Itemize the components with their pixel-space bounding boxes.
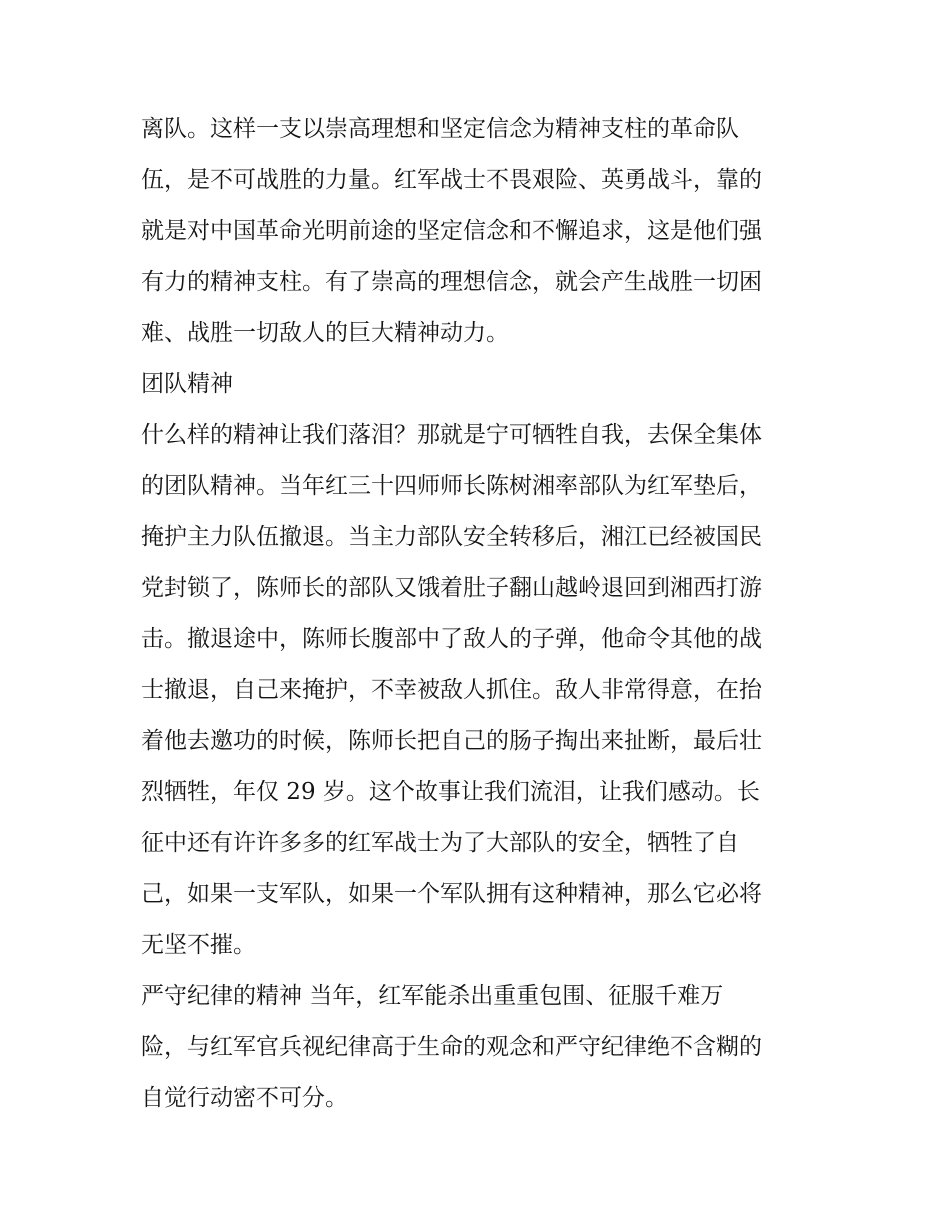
text-line: 无坚不摧。 [141, 932, 256, 958]
text-line: 士撤退，自己来掩护，不幸被敌人抓住。敌人非常得意，在抬 [141, 677, 762, 703]
section-heading-discipline: 严守纪律的精神 当年，红军能杀出重重包围、征服千难万 [141, 983, 724, 1009]
text-line: 己，如果一支军队，如果一个军队拥有这种精神，那么它必将 [141, 881, 762, 907]
text-line: 离队。这样一支以崇高理想和坚定信念为精神支柱的革命队 [141, 116, 739, 142]
text-line: 击。撤退途中，陈师长腹部中了敌人的子弹，他命令其他的战 [141, 626, 762, 652]
text-line: 着他去邀功的时候，陈师长把自己的肠子掏出来扯断，最后壮 [141, 728, 762, 754]
text-line: 党封锁了，陈师长的部队又饿着肚子翻山越岭退回到湘西打游 [141, 575, 762, 601]
text-line: 有力的精神支柱。有了崇高的理想信念，就会产生战胜一切困 [141, 269, 762, 295]
text-line: 难、战胜一切敌人的巨大精神动力。 [141, 320, 509, 346]
text-line: 征中还有许许多多的红军战士为了大部队的安全，牺牲了自 [141, 830, 739, 856]
section-heading-team-spirit: 团队精神 [141, 371, 233, 397]
text-line: 什么样的精神让我们落泪？那就是宁可牺牲自我，去保全集体 [141, 422, 762, 448]
text-line: 伍，是不可战胜的力量。红军战士不畏艰险、英勇战斗，靠的 [141, 167, 762, 193]
text-line: 就是对中国革命光明前途的坚定信念和不懈追求，这是他们强 [141, 218, 762, 244]
text-line: 的团队精神。当年红三十四师师长陈树湘率部队为红军垫后， [141, 473, 762, 499]
text-line: 险，与红军官兵视纪律高于生命的观念和严守纪律绝不含糊的 [141, 1034, 762, 1060]
text-line: 烈牺牲，年仅 29 岁。这个故事让我们流泪，让我们感动。长 [141, 779, 760, 805]
text-line: 掩护主力队伍撤退。当主力部队安全转移后，湘江已经被国民 [141, 524, 762, 550]
text-line: 自觉行动密不可分。 [141, 1085, 348, 1111]
body-text [141, 104, 821, 1124]
